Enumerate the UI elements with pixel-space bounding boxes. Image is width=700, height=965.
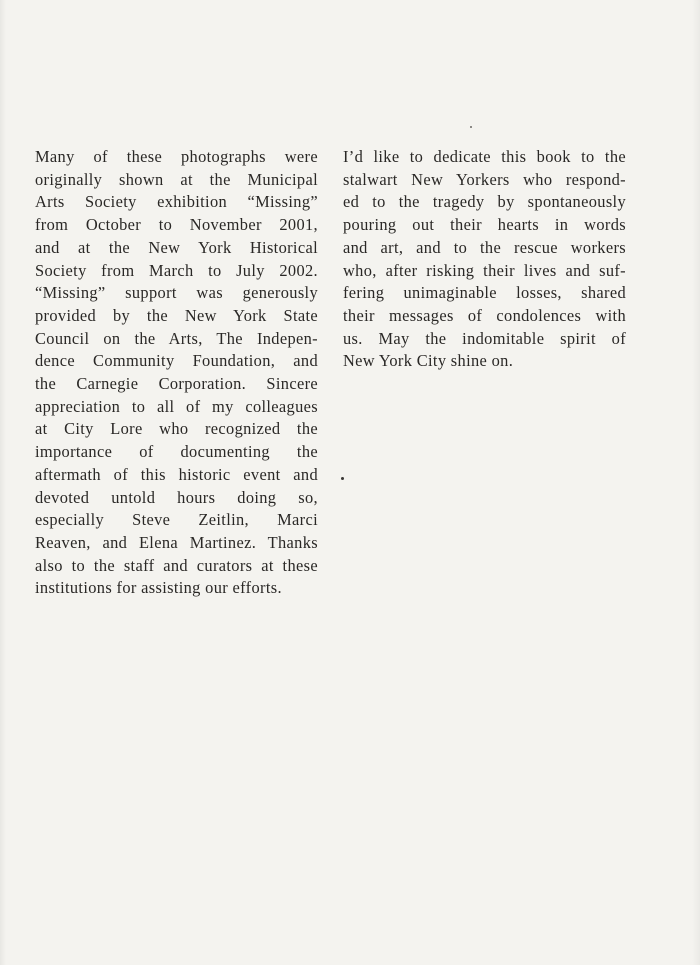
text-line: also to the staff and curators at these [35, 555, 318, 575]
text-line: institutions for assisting our efforts. [35, 578, 282, 598]
text-line: from October to November 2001, [35, 215, 318, 235]
text-line: at City Lore who recognized the [35, 419, 318, 439]
text-line: pouring out their hearts in words [343, 215, 626, 235]
text-line: Many of these photographs were [35, 147, 318, 166]
text-line: the Carnegie Corporation. Sincere [35, 374, 318, 394]
text-line: dence Community Foundation, and [35, 351, 318, 371]
text-line: their messages of condolences with [343, 305, 626, 325]
text-line: I’d like to dedicate this book to the [343, 147, 626, 166]
text-line: stalwart New Yorkers who respond- [343, 169, 626, 189]
text-line: Council on the Arts, The Indepen- [35, 328, 318, 348]
text-line: devoted untold hours doing so, [35, 487, 318, 507]
text-line: importance of documenting the [35, 442, 318, 462]
print-speck [470, 126, 472, 128]
text-line: Society from March to July 2002. [35, 260, 318, 280]
text-line: originally shown at the Municipal [35, 169, 318, 189]
text-line: provided by the New York State [35, 305, 318, 325]
text-line: who, after risking their lives and suf- [343, 260, 626, 280]
text-line: us. May the indomitable spirit of [343, 328, 626, 348]
text-line: and art, and to the rescue workers [343, 237, 626, 257]
text-line: appreciation to all of my colleagues [35, 396, 318, 416]
print-speck [341, 477, 344, 480]
dedication-paragraph [343, 146, 626, 373]
acknowledgments-paragraph [35, 146, 318, 600]
text-line: “Missing” support was generously [35, 283, 318, 303]
text-line: Arts Society exhibition “Missing” [35, 192, 318, 212]
text-line: aftermath of this historic event and [35, 464, 318, 484]
text-line: especially Steve Zeitlin, Marci [35, 510, 318, 530]
text-line: Reaven, and Elena Martinez. Thanks [35, 532, 318, 552]
text-line: fering unimaginable losses, shared [343, 283, 626, 303]
text-line: New York City shine on. [343, 351, 514, 371]
text-line: ed to the tragedy by spontaneously [343, 192, 626, 212]
text-line: and at the New York Historical [35, 237, 318, 257]
